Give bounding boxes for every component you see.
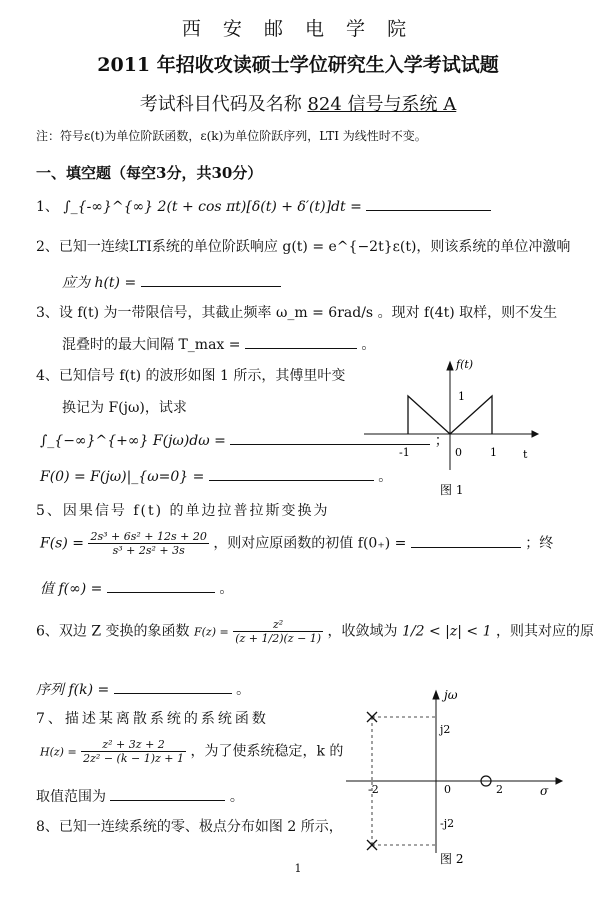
fig2-jw-arrow xyxy=(433,691,439,699)
subject-prefix: 考试科目代码及名称 xyxy=(139,94,302,115)
page-number: 1 xyxy=(294,862,302,875)
school-name: 西 安 邮 电 学 院 xyxy=(181,18,415,40)
q2-prompt: 应为 h(t) = xyxy=(62,275,137,291)
q5-mid: ，则对应原函数的初值 f(0₊) = xyxy=(213,535,407,552)
question-3-line1: 3、设 f(t) 为一带限信号，其截止频率 ω_m = 6rad/s 。现对 f(4t) 取样，则不发生 xyxy=(36,305,558,321)
figure-1 xyxy=(360,352,540,502)
q7-line3: 取值范围为 xyxy=(36,789,106,805)
question-1 xyxy=(36,196,491,216)
question-7-line2 xyxy=(40,738,343,765)
subject-code-name: 824 信号与系统 A xyxy=(307,94,457,115)
subject-line xyxy=(0,90,596,116)
fig2-pole-0 xyxy=(367,712,377,722)
q7-tail3: 。 xyxy=(229,789,244,805)
q6-pre: 6、双边 Z 变换的象函数 xyxy=(36,623,190,640)
q6-answer-blank[interactable] xyxy=(114,679,232,694)
q1-number: 1、 xyxy=(36,199,59,215)
q6-denominator: (z + 1/2)(z − 1) xyxy=(235,632,322,646)
q5-answer-blank-2[interactable] xyxy=(107,578,215,593)
q5-answer-blank-1[interactable] xyxy=(411,533,521,548)
q6-lhs: F(z) = xyxy=(194,625,229,639)
question-4-line1: 4、已知信号 f(t) 的波形如图 1 所示，其傅里叶变 xyxy=(36,368,346,384)
q7-denominator: 2z² − (k − 1)z + 1 xyxy=(83,752,185,766)
q5-fraction xyxy=(88,530,208,557)
q5-numerator: 2s³ + 6s² + 12s + 20 xyxy=(90,530,207,543)
q3-answer-blank[interactable] xyxy=(245,334,357,349)
q6-numerator: z² xyxy=(233,618,323,632)
q6-roc: 1/2 < |z| < 1 xyxy=(401,623,492,640)
q5-tail: ；终 xyxy=(525,535,554,552)
fig1-xtick-1: 1 xyxy=(490,446,497,459)
q5-denominator: s³ + 2s² + 3s xyxy=(112,544,185,558)
q4-answer-blank-2[interactable] xyxy=(209,466,374,481)
question-6-line2 xyxy=(36,679,250,699)
q4-tail2: 。 xyxy=(378,469,393,485)
fig1-ylabel: f(t) xyxy=(456,358,474,371)
question-7-line3 xyxy=(36,786,244,806)
q4-tail1: ； xyxy=(434,433,449,449)
fig2-yaxis-label: jω xyxy=(444,688,458,702)
q7-numerator: z² + 3z + 2 xyxy=(81,738,186,752)
question-3-line2 xyxy=(62,334,375,354)
question-2-line1: 2、已知一连续LTI系统的单位阶跃响应 g(t) = e^{−2t}ε(t)，则该系统的单位冲激响 xyxy=(36,239,571,255)
fig2-xtick-2: 2 xyxy=(496,783,503,796)
question-4-line2: 换记为 F(jω)，试求 xyxy=(62,400,187,416)
section-heading: 一、填空题（每空3分，共30分） xyxy=(36,164,263,182)
q1-answer-blank[interactable] xyxy=(366,196,491,211)
fig1-t-arrow xyxy=(532,431,538,437)
fig2-sigma-arrow xyxy=(556,778,562,784)
q7-fraction xyxy=(81,738,186,765)
notation-note: 注：符号ε(t)为单位阶跃函数，ε(k)为单位阶跃序列，LTI 为线性时不变。 xyxy=(36,129,427,143)
q6-fraction xyxy=(233,618,323,645)
exam-title: 2011 年招收攻读硕士学位研究生入学考试试题 xyxy=(97,54,499,76)
figure-2 xyxy=(340,685,570,870)
question-5-line1: 5、因果信号 f(t) 的单边拉普拉斯变换为 xyxy=(36,503,330,519)
q6-line2: 序列 f(k) = xyxy=(36,682,110,698)
question-5-line3 xyxy=(40,578,233,598)
question-7-line1: 7、描述某离散系统的系统函数 xyxy=(36,711,269,727)
q2-answer-blank[interactable] xyxy=(141,272,281,287)
question-5-line2 xyxy=(40,530,553,557)
q5-line3: 值 f(∞) = xyxy=(40,581,103,597)
q4-expr2: F(0) = F(jω)|_{ω=0} = xyxy=(40,469,205,485)
q6-mid: ，收敛域为 xyxy=(327,623,398,640)
fig1-ytick: 1 xyxy=(458,390,465,403)
figure-1-axes xyxy=(364,362,538,470)
question-2-line2 xyxy=(62,272,281,292)
fig2-xtick-0: 0 xyxy=(444,783,451,796)
q5-tail3: 。 xyxy=(219,581,234,597)
q6-post: ，则其对应的原 xyxy=(495,623,594,640)
q7-mid: ，为了使系统稳定，k 的 xyxy=(190,743,344,760)
fig2-ytick-j2: j2 xyxy=(440,723,451,736)
q5-lhs: F(s) = xyxy=(40,535,85,552)
fig2-xaxis-label: σ xyxy=(540,784,549,798)
fig1-f-arrow xyxy=(447,362,453,370)
fig2-caption: 图 2 xyxy=(440,852,464,866)
fig1-xtick-neg1: -1 xyxy=(399,446,410,459)
fig1-xtick-0: 0 xyxy=(455,446,462,459)
q6-tail2: 。 xyxy=(236,682,251,698)
q3-prompt: 混叠时的最大间隔 T_max = xyxy=(62,337,241,353)
question-4-part2 xyxy=(40,466,392,486)
question-8-line1: 8、已知一连续系统的零、极点分布如图 2 所示， xyxy=(36,819,343,835)
fig1-xlabel: t xyxy=(523,448,528,461)
fig2-ytick-negj2: -j2 xyxy=(440,817,455,830)
question-6-line1 xyxy=(36,618,594,645)
q1-expression: ∫_{-∞}^{∞} 2(t + cos πt)[δ(t) + δ′(t)]dt = xyxy=(63,199,362,215)
fig2-xtick-neg2: -2 xyxy=(368,783,379,796)
q4-expr1: ∫_{−∞}^{+∞} F(jω)dω = xyxy=(40,433,226,449)
q7-lhs: H(z) = xyxy=(40,745,77,759)
fig2-pole-1 xyxy=(367,840,377,850)
q7-answer-blank[interactable] xyxy=(110,786,225,801)
fig1-caption: 图 1 xyxy=(440,483,464,497)
q3-tail: 。 xyxy=(361,337,376,353)
